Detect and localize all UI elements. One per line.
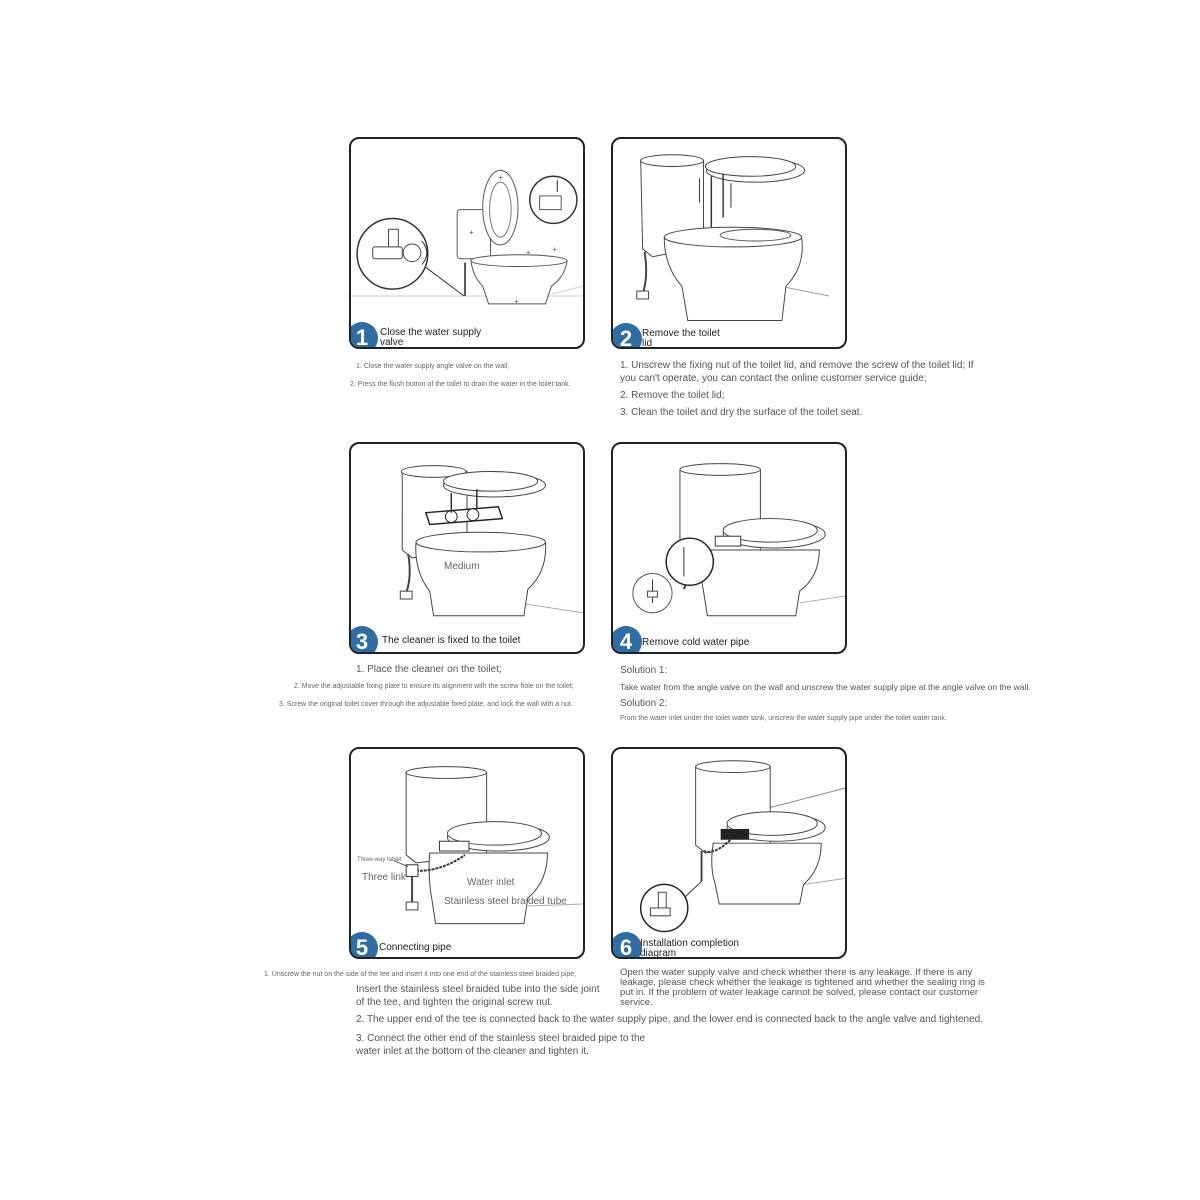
step-2-instruction-3: 3. Clean the toilet and dry the surface of the toilet seat. — [620, 407, 863, 418]
step-4-number: 4 — [611, 626, 642, 654]
step-2-title: Remove the toilet lid — [642, 328, 720, 349]
step-1-number: 1 — [349, 322, 378, 349]
step-6-illustration — [613, 749, 845, 957]
step-5-instruction-3: 3. Connect the other end of the stainless steel braided pipe to the water inlet at the bottom of the cleaner and tighten it. — [356, 1033, 646, 1057]
step-6-instruction: Open the water supply valve and check whether there is any leakage. If there is any leakage, please check whether the leakage is tightened and whether the sealing ring is put in. If the problem of water leakage cannot be solved, please contact our customer service. — [620, 967, 985, 1008]
step-2-illustration — [613, 139, 845, 347]
svg-text:+: + — [514, 296, 519, 306]
step-4-illustration — [613, 444, 845, 652]
step-1-instruction-1: 1. Close the water supply angle valve on the wall; — [356, 363, 510, 370]
step-3-label-medium: Medium — [444, 561, 480, 572]
step-4-solution-1-heading: Solution 1: — [620, 665, 668, 676]
step-3-instruction-3: 3. Screw the original toilet cover through the adjustable fixed plate, and lock the wall with a nut. — [279, 701, 573, 708]
step-5-instruction-2: 2. The upper end of the tee is connected back to the water supply pipe, and the lower end is connected back to the angle valve and tightened. — [356, 1014, 983, 1025]
step-4-solution-2-text: From the water inlet under the toilet water tank, unscrew the water supply pipe under the toilet water tank. — [620, 715, 947, 722]
step-2-number: 2 — [611, 323, 642, 349]
step-3-title: The cleaner is fixed to the toilet — [382, 635, 521, 646]
step-5-label-tee-small: Three-way tablet — [357, 857, 402, 863]
svg-text:+: + — [498, 173, 503, 183]
step-1-illustration — [351, 139, 583, 347]
step-6-number: 6 — [611, 932, 642, 959]
step-2-instruction-2: 2. Remove the toilet lid; — [620, 390, 725, 401]
step-4-title: Remove cold water pipe — [642, 637, 750, 648]
svg-text:+: + — [525, 247, 531, 257]
step-3-instruction-1: 1. Place the cleaner on the toilet; — [356, 664, 502, 675]
step-4-panel — [611, 442, 847, 654]
step-5-label-tee: Three link — [362, 872, 406, 883]
step-5-illustration — [351, 749, 583, 957]
step-3-illustration — [351, 444, 583, 652]
step-2-panel — [611, 137, 847, 349]
step-1-panel — [349, 137, 585, 349]
step-1-title: Close the water supply valve — [380, 327, 482, 348]
step-6-panel — [611, 747, 847, 959]
step-3-instruction-2: 2. Move the adjustable fixing plate to ensure its alignment with the screw hole on the toilet; — [294, 683, 574, 690]
svg-text:+: + — [552, 244, 557, 254]
step-5-label-inlet: Water inlet — [467, 877, 515, 888]
step-3-number: 3 — [349, 626, 378, 654]
step-6-title: Installation completion diagram — [640, 938, 739, 959]
step-5-instruction-1b: Insert the stainless steel braided tube into the side joint of the tee, and tighten the original screw nut. — [356, 984, 600, 1008]
step-5-label-tube: Stainless steel braided tube — [444, 896, 567, 907]
step-5-instruction-1: 1. Unscrew the nut on the side of the tee and insert it into one end of the stainless steel braided pipe, — [264, 971, 577, 978]
step-3-panel — [349, 442, 585, 654]
step-5-number: 5 — [349, 932, 378, 959]
step-5-title: Connecting pipe — [379, 942, 452, 953]
step-2-instruction-1: 1. Unscrew the fixing nut of the toilet lid, and remove the screw of the toilet lid; If you can't operate, you can contact the online customer service guide; — [620, 360, 974, 384]
svg-text:+: + — [468, 228, 474, 238]
step-4-solution-1-text: Take water from the angle valve on the wall and unscrew the water supply pipe at the angle valve on the wall. — [620, 682, 1031, 692]
step-5-panel — [349, 747, 585, 959]
step-4-solution-2-heading: Solution 2: — [620, 698, 668, 709]
step-1-instruction-2: 2. Press the flush button of the toilet to drain the water in the toilet tank. — [350, 381, 571, 388]
